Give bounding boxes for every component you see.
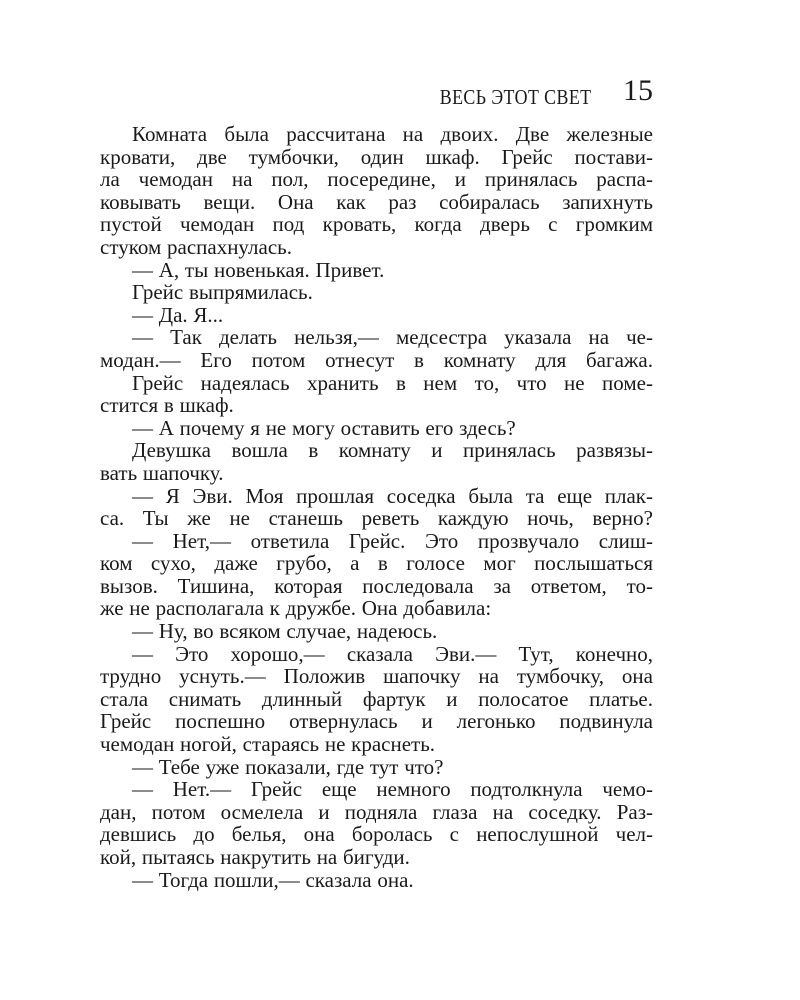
text-line: Грейс поспешно отвернулась и легонько подвинула (100, 709, 653, 734)
text-line: стуком распахнулась. (100, 234, 292, 259)
text-line: Грейс надеялась хранить в нем то, что не поме- (132, 370, 653, 395)
text-line: ковывать вещи. Она как раз собиралась запихнуть (100, 189, 653, 214)
text-line: — Тогда пошли,— сказала она. (132, 867, 414, 892)
text-line: же не располагала к дружбе. Она добавила: (100, 596, 492, 621)
text-line: — Да. Я... (132, 302, 224, 327)
text-line: кой, пытаясь накрутить на бигуди. (100, 845, 410, 869)
text-line: — А почему я не могу оставить его здесь? (132, 415, 516, 440)
text-line: — Это хорошо,— сказала Эви.— Тут, конечно, (132, 641, 653, 666)
text-line: — Так делать нельзя,— медсестра указала на че- (132, 325, 653, 350)
text-line: — Нет.— Грейс еще немного подтолкнула чемо- (132, 777, 653, 802)
text-line: ком сухо, даже грубо, а в голосе мог послышаться (100, 551, 653, 576)
text-line: стала снимать длинный фартук и полосатое платье. (100, 686, 653, 711)
text-line: — А, ты новенькая. Привет. (132, 257, 385, 282)
text-line: — Тебе уже показали, где тут что? (132, 754, 444, 779)
text-line: стится в шкаф. (100, 393, 234, 418)
text-line: Грейс выпрямилась. (132, 280, 313, 305)
running-header (100, 74, 653, 110)
page-number: 15 (623, 74, 653, 107)
text-line: девшись до белья, она боролась с непослушной чел- (100, 822, 653, 847)
text-line: дан, потом осмелела и подняла глаза на соседку. Раз- (100, 799, 653, 824)
text-line: вать шапочку. (100, 460, 224, 485)
text-line: — Я Эви. Моя прошлая соседка была та еще плак- (132, 483, 653, 508)
text-line: Комната была рассчитана на двоих. Две железные (132, 122, 653, 146)
text-line: трудно уснуть.— Положив шапочку на тумбочку, она (100, 664, 653, 689)
text-line: чемодан ногой, стараясь не краснеть. (100, 732, 436, 757)
running-title: ВЕСЬ ЭТОТ СВЕТ (439, 85, 591, 109)
text-line: кровати, две тумбочки, один шкаф. Грейс постави- (100, 144, 653, 169)
body-text (100, 123, 653, 891)
text-line: модан.— Его потом отнесут в комнату для багажа. (100, 347, 653, 372)
text-line: — Нет,— ответила Грейс. Это прозвучало слиш- (132, 528, 653, 553)
text-line: пустой чемодан под кровать, когда дверь с громким (100, 212, 653, 237)
text-line: са. Ты же не станешь реветь каждую ночь, верно? (100, 506, 653, 531)
text-line: — Ну, во всяком случае, надеюсь. (132, 619, 438, 644)
text-line: Девушка вошла в комнату и принялась развязы- (132, 438, 653, 463)
text-line: ла чемодан на пол, посередине, и принялась распа- (100, 167, 653, 192)
text-line: вызов. Тишина, которая последовала за ответом, то- (100, 573, 653, 598)
